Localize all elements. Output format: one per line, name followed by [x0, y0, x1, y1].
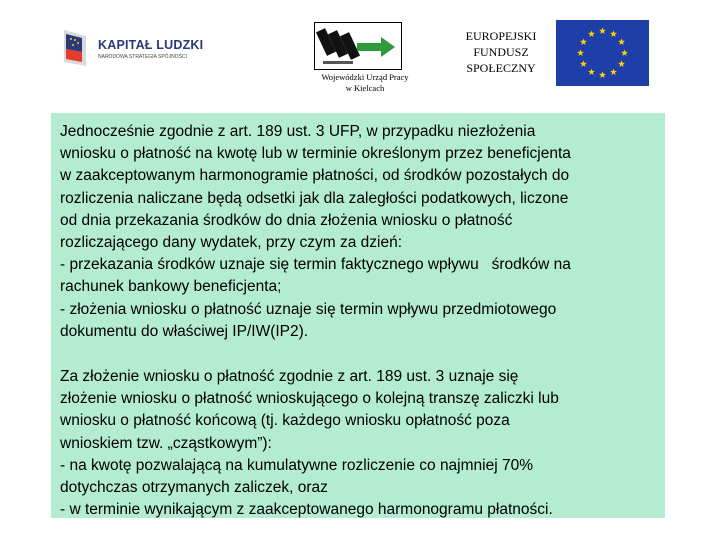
- wup-caption-line2: w Kielcach: [345, 83, 385, 93]
- wup-caption-line1: Wojewódzki Urząd Pracy: [321, 72, 409, 82]
- paragraph-line: rachunek bankowy beneficjenta;: [60, 278, 282, 296]
- paragraph-line: - przekazania środków uznaje się termin faktycznego wpływu środków na: [60, 256, 571, 274]
- content-panel: [51, 113, 665, 518]
- paragraph-line: dokumentu do właściwej IP/IW(IP2).: [60, 322, 309, 340]
- paragraph-1: [60, 121, 656, 343]
- efs-line3: SPOŁECZNY: [466, 61, 536, 75]
- wup-logo: [300, 22, 430, 92]
- paragraph-line: Jednocześnie zgodnie z art. 189 ust. 3 UFP, w przypadku niezłożenia: [60, 123, 536, 140]
- paragraph-line: wniosku o płatność końcową (tj. każdego wniosku opłatność poza: [60, 412, 510, 430]
- paragraph-line: wnioskiem tzw. „cząstkowym”):: [60, 434, 272, 452]
- paragraph-2: [60, 366, 656, 521]
- kapital-ludzki-title: KAPITAŁ LUDZKI: [98, 38, 204, 52]
- paragraph-line: od dnia przekazania środków do dnia złożenia wniosku o płatność: [60, 211, 513, 229]
- efs-label: [446, 28, 556, 76]
- efs-line1: EUROPEJSKI: [465, 29, 537, 43]
- wup-arrow-icon: [315, 23, 401, 69]
- paragraph-line: rozliczającego dany wydatek, przy czym za dzień:: [60, 234, 403, 252]
- efs-line2: FUNDUSZ: [473, 45, 529, 59]
- paragraph-line: w zaakceptowanym harmonogramie płatności, od środków pozostałych do: [60, 167, 570, 185]
- paragraph-line: - złożenia wniosku o płatność uznaje się termin wpływu przedmiotowego: [60, 300, 557, 318]
- paragraph-line: - na kwotę pozwalającą na kumulatywne rozliczenie co najmniej 70%: [60, 456, 533, 474]
- paragraph-line: dotychczas otrzymanych zaliczek, oraz: [60, 479, 328, 497]
- paragraph-line: wniosku o płatność na kwotę lub w terminie określonym przez beneficjenta: [60, 145, 571, 163]
- paragraph-line: Za złożenie wniosku o płatność zgodnie z art. 189 ust. 3 uznaje się: [60, 368, 519, 386]
- paragraph-line: rozliczenia naliczane będą odsetki jak dla zaległości podatkowych, liczone: [60, 189, 569, 207]
- kapital-ludzki-logo: [62, 26, 204, 76]
- paragraph-line: złożenie wniosku o płatność wnioskującego o kolejną transzę zaliczki lub: [60, 390, 559, 408]
- wup-emblem: [314, 22, 402, 70]
- kapital-ludzki-flag-icon: [62, 28, 90, 68]
- kapital-ludzki-subtitle: NARODOWA STRATEGIA SPÓJNOŚCI: [98, 54, 187, 60]
- eu-flag-icon: [556, 20, 649, 86]
- paragraph-line: - w terminie wynikającym z zaakceptowanego harmonogramu płatności.: [60, 501, 553, 519]
